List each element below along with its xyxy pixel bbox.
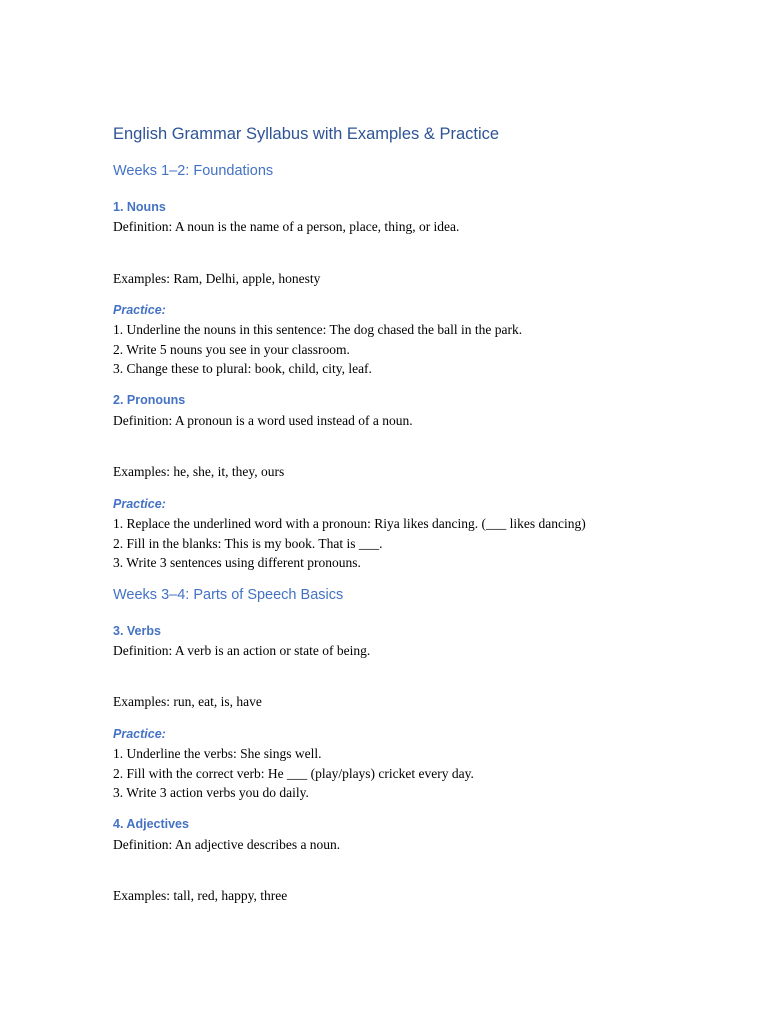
pronouns-practice-item: 2. Fill in the blanks: This is my book. That is ___. [113, 536, 383, 551]
nouns-practice-item: 3. Change these to plural: book, child, city, leaf. [113, 361, 372, 376]
topic-heading-verbs: 3. Verbs [113, 624, 161, 638]
pronouns-practice-item: 3. Write 3 sentences using different pronouns. [113, 555, 361, 570]
verbs-practice-item: 1. Underline the verbs: She sings well. [113, 746, 322, 761]
topic-heading-nouns: 1. Nouns [113, 200, 166, 214]
topic-heading-adjectives: 4. Adjectives [113, 817, 189, 831]
section-heading-weeks-3-4: Weeks 3–4: Parts of Speech Basics [113, 587, 344, 603]
nouns-definition: Definition: A noun is the name of a person, place, thing, or idea. [113, 219, 460, 234]
nouns-practice-item: 1. Underline the nouns in this sentence: The dog chased the ball in the park. [113, 322, 523, 337]
pronouns-examples: Examples: he, she, it, they, ours [113, 464, 285, 479]
nouns-practice-item: 2. Write 5 nouns you see in your classroom. [113, 342, 350, 357]
nouns-practice-label: Practice: [113, 303, 166, 317]
topic-heading-pronouns: 2. Pronouns [113, 393, 186, 407]
verbs-practice-label: Practice: [113, 727, 166, 741]
adjectives-definition: Definition: An adjective describes a noun. [113, 837, 341, 852]
pronouns-definition: Definition: A pronoun is a word used instead of a noun. [113, 413, 413, 428]
verbs-examples: Examples: run, eat, is, have [113, 694, 262, 709]
pronouns-practice-item: 1. Replace the underlined word with a pronoun: Riya likes dancing. (___ likes dancing) [113, 516, 586, 531]
nouns-examples: Examples: Ram, Delhi, apple, honesty [113, 271, 321, 286]
verbs-practice-item: 3. Write 3 action verbs you do daily. [113, 785, 309, 800]
document-title: English Grammar Syllabus with Examples & Practice [113, 125, 500, 143]
verbs-definition: Definition: A verb is an action or state of being. [113, 643, 371, 658]
pronouns-practice-label: Practice: [113, 497, 166, 511]
verbs-practice-item: 2. Fill with the correct verb: He ___ (play/plays) cricket every day. [113, 766, 474, 781]
section-heading-weeks-1-2: Weeks 1–2: Foundations [113, 163, 274, 179]
adjectives-examples: Examples: tall, red, happy, three [113, 888, 288, 903]
